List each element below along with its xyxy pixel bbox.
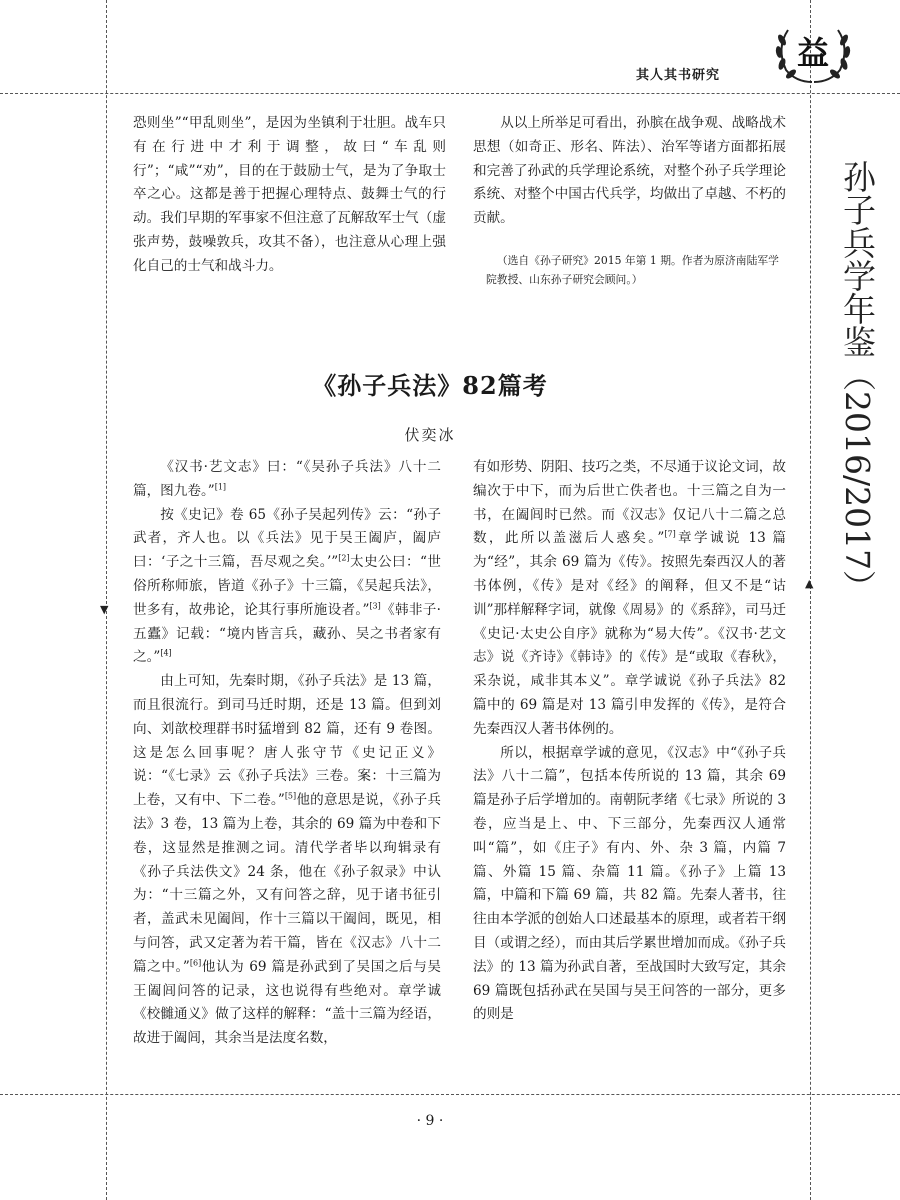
article-author: 伏奕冰 [404,426,456,444]
yearbook-side-title: 孙子兵学年鉴（2016/2017） [838,160,877,604]
prev-article-right-column [473,112,786,231]
margin-marker-down-icon: ▼ [100,603,109,616]
margin-marker-up-icon: ▲ [805,577,814,590]
laurel-emblem-icon [768,18,858,88]
article-right-column [473,456,786,1027]
article-title: 《孙子兵法》82篇考 [312,371,548,400]
article-left-column [133,456,441,1051]
page-number: · 9 · [416,1113,444,1129]
paragraph: 《汉书·艺文志》曰：“《吴孙子兵法》八十二篇，图九卷。”[1] [133,459,441,499]
footnote-ref: [5] [284,791,297,801]
crop-line-bottom [0,1094,900,1095]
footnote-ref: [1] [214,482,227,492]
footnote-ref: [7] [664,529,676,539]
crop-line-top [0,93,900,94]
prev-article-left-column [133,112,446,279]
source-note-text: （选自《孙子研究》2015 年第 1 期。作者为原济南陆军学院教授、山东孙子研究会顾问。） [486,254,779,286]
paragraph: 由上可知，先秦时期，《孙子兵法》是 13 篇，而且很流行。到司马迁时期，还是 13 篇。但到刘向、刘歆校理群书时猛增到 82 篇，还有 9 卷图。这是怎么回事呢？唐人张守节《史记正义》说：“《七录》云《孙子兵法》三卷。案：十三篇为上卷，又有中、下二卷。”[5]他的意思是说，《孙子兵法》3 卷，13 篇为上卷，其余的 69 篇为中卷和下卷，这显然是推测之词。清代学者毕以珣辑录有《孙子兵法佚文》24 条，他在《孙子叙录》中认为：“十三篇之外，又有问答之辞，见于诸书征引者，盖武未见阖闾，作十三篇以干阖闾，既见，相与问答，武又定著为若干篇，皆在《汉志》八十二篇之中。”[6]他认为 69 篇是孙武到了吴国之后与吴王阖闾问答的记录，这也说得有些绝对。章学诚《校雠通义》做了这样的解释：“盖十三篇为经语，故进于阖闾，其余当是法度名数， [133,673,442,1047]
running-header: 其人其书研究 [636,68,721,83]
crop-line-right [810,0,811,1200]
footnote-ref: [6] [189,958,202,968]
footnote-ref: [2] [338,553,350,563]
footnote-ref: [4] [160,648,172,658]
paragraph: 按《史记》卷 65《孙子吴起列传》云：“孙子武者，齐人也。以《兵法》见于吴王阖庐，阖庐曰：‘子之十三篇，吾尽观之矣。’”[2]太史公曰：“世俗所称师旅，皆道《孙子》十三篇，《吴起兵法》，世多有，故弗论，论其行事所施设者。”[3]《韩非子·五蠹》记载：“境内皆言兵，藏孙、吴之书者家有之。”[4] [133,506,441,666]
crop-line-left [106,0,107,1200]
source-note [486,252,786,289]
footnote-ref: [3] [369,601,381,611]
prev-article-right-text: 从以上所举足可看出，孙膑在战争观、战略战术思想（如奇正、形名、阵法）、治军等诸方面都拓展和完善了孙武的兵学理论系统，对整个孙子兵学理论系统、对整个中国古代兵学，均做出了卓越、不朽的贡献。 [473,115,786,227]
prev-article-left-text: 恐则坐”“甲乱则坐”，是因为坐镇利于壮胆。战车只有在行进中才利于调整，故曰“车乱则行”；“咸”“劝”，目的在于鼓励士气，是为了争取士卒之心。这都是善于把握心理特点、鼓舞士气的行动。我们早期的军事家不但注意了瓦解敌军士气（虚张声势，鼓噪敦兵，攻其不备），也注意从心理上强化自己的士气和战斗力。 [133,115,446,274]
paragraph: 有如形势、阴阳、技巧之类，不尽通于议论文词，故编次于中下，而为后世亡佚者也。十三篇之自为一书，在阖闾时已然。而《汉志》仅记八十二篇之总数，此所以盖滋后人惑矣。”[7]章学诚说 13 篇为“经”，其余 69 篇为《传》。按照先秦西汉人的著书体例，《传》是对《经》的阐释，但又不是“诂训”那样解释字词，就像《周易》的《系辞》，司马迁《史记·太史公自序》就称为“易大传”。《汉书·艺文志》说《齐诗》《韩诗》的《传》是“或取《春秋》，采杂说，咸非其本义”。章学诚说《孙子兵法》82 篇中的 69 篇是对 13 篇引申发挥的《传》，是符合先秦西汉人著书体例的。 [473,459,786,737]
paragraph: 所以，根据章学诚的意见，《汉志》中“《孙子兵法》八十二篇”，包括本传所说的 13 篇，其余 69 篇是孙子后学增加的。南朝阮孝绪《七录》所说的 3 卷，应当是上、中、下三部分，先秦西汉人通常叫“篇”，如《庄子》有内、外、杂 3 篇，内篇 7 篇、外篇 15 篇、杂篇 11 篇。《孙子》上篇 13 篇，中篇和下篇 69 篇，共 82 篇。先秦人著书，往往由本学派的创始人口述最基本的原理，或者若干纲目（或谓之经），而由其后学累世增加而成。《孙子兵法》的 13 篇为孙武自著，至战国时大致写定，其余 69 篇既包括孙武在吴国与吴王问答的一部分，更多的则是 [473,744,786,1023]
emblem-glyph: 益 [796,34,830,72]
